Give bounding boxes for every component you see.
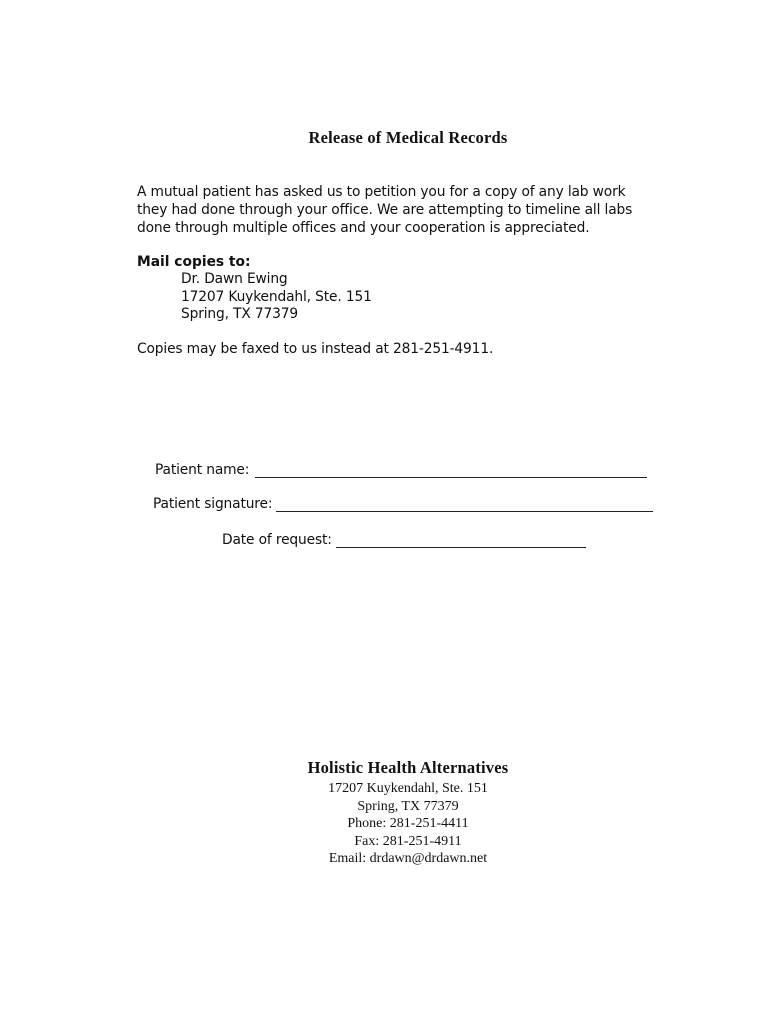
footer-contact-block (0, 758, 770, 868)
organization-name: Holistic Health Alternatives (307, 758, 509, 777)
intro-paragraph (137, 183, 697, 237)
patient-name-label: Patient name: (155, 462, 250, 478)
patient-signature-label: Patient signature: (153, 496, 273, 512)
patient-signature-line[interactable] (276, 497, 653, 512)
date-of-request-line[interactable] (336, 533, 586, 548)
footer-address-line2: Spring, TX 77379 (357, 798, 459, 814)
patient-name-line[interactable] (255, 463, 647, 478)
mail-address-block (181, 271, 372, 324)
mail-city: Spring, TX 77379 (181, 306, 299, 322)
patient-signature-field[interactable] (153, 496, 653, 512)
intro-line: A mutual patient has asked us to petition you for a copy of any lab work (137, 184, 626, 200)
footer-email[interactable]: Email: drdawn@drdawn.net (328, 851, 488, 867)
footer-address-line1: 17207 Kuykendahl, Ste. 151 (328, 781, 488, 796)
footer-phone: Phone: 281-251-4411 (347, 816, 469, 832)
patient-name-field[interactable] (155, 462, 647, 478)
date-of-request-field[interactable] (222, 532, 586, 548)
mail-street: 17207 Kuykendahl, Ste. 151 (181, 288, 372, 305)
document-title: Release of Medical Records (308, 128, 508, 147)
fax-note: Copies may be faxed to us instead at 281-251-4911. (137, 341, 494, 357)
intro-line: done through multiple offices and your cooperation is appreciated. (137, 220, 590, 236)
intro-line: they had done through your office. We are attempting to timeline all labs (137, 202, 633, 218)
mail-copies-heading: Mail copies to: (137, 254, 251, 270)
date-of-request-label: Date of request: (222, 532, 332, 548)
footer-fax: Fax: 281-251-4911 (354, 833, 462, 849)
mail-recipient: Dr. Dawn Ewing (181, 271, 288, 287)
